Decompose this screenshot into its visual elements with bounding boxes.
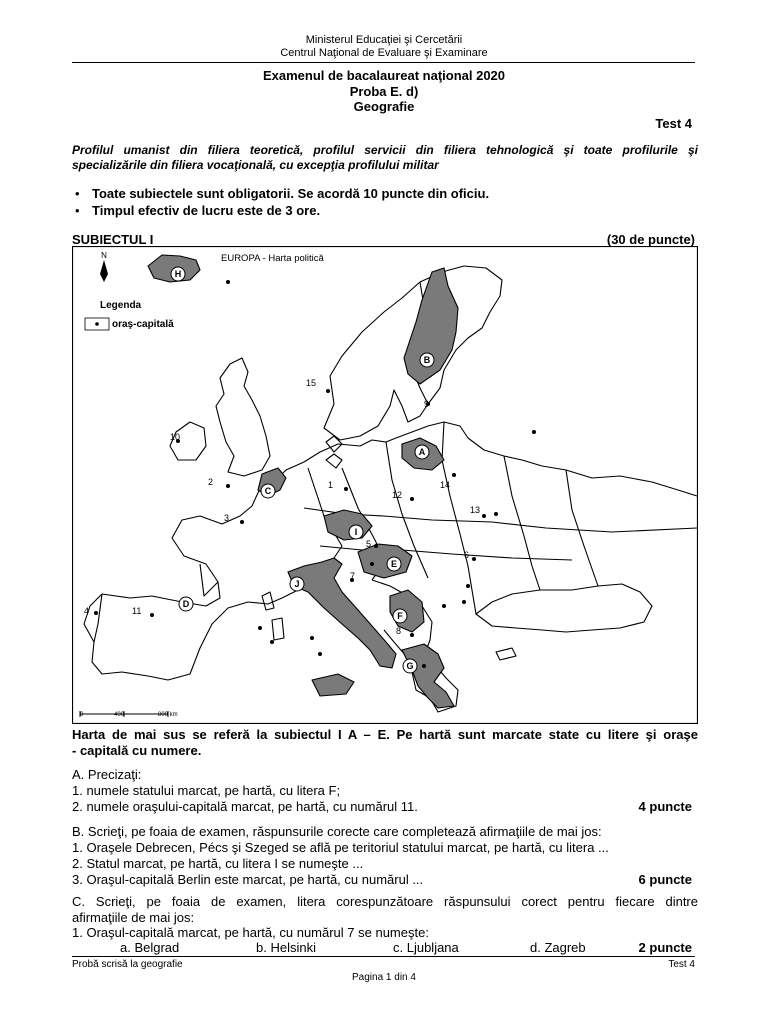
state-label-g: G <box>406 661 414 671</box>
capital-number-13: 13 <box>470 505 481 515</box>
state-label-i: I <box>354 527 358 537</box>
capital-number-11: 11 <box>132 606 142 616</box>
state-label-f: F <box>397 611 403 621</box>
footer-left: Probă scrisă la geografie <box>72 959 183 970</box>
scale-label-0: 0 <box>80 712 84 718</box>
legend-title: Legenda <box>100 300 142 311</box>
header-divider <box>72 62 695 63</box>
profile-line-1: Profilul umanist din filiera teoretică, profilul servicii din filiera tehnologică şi toate profilurile şi <box>72 143 698 157</box>
map-title: EUROPA - Harta politică <box>221 253 324 264</box>
north-label: N <box>101 251 107 260</box>
capital-dot-12 <box>410 497 414 501</box>
option-d: d. Zagreb <box>530 940 586 955</box>
part-b-q2: 2. Statul marcat, pe hartă, cu litera I se numeşte ... <box>72 856 364 871</box>
subject-title: SUBIECTUL I <box>72 232 154 247</box>
option-b: b. Helsinki <box>256 940 316 955</box>
capital-dot-unlabeled <box>442 604 446 608</box>
test-label: Test 4 <box>655 116 692 131</box>
capital-dot-unlabeled <box>318 652 322 656</box>
state-label-j: J <box>294 579 300 589</box>
exam-title: Examenul de bacalaureat naţional 2020 <box>262 68 506 83</box>
part-c-head-1: C. Scrieţi, pe foaia de examen, litera corespunzătoare răspunsului corect pentru fiecare dintre <box>72 894 698 909</box>
capital-dot-unlabeled <box>226 280 230 284</box>
capital-dot-3 <box>240 520 244 524</box>
capital-dot-8 <box>410 633 414 637</box>
capital-number-2: 2 <box>208 477 214 487</box>
capital-dot-1 <box>344 487 348 491</box>
map-intro-line-1: Harta de mai sus se referă la subiectul I A – E. Pe hartă sunt marcate state cu litere şi oraşe <box>72 727 698 742</box>
state-label-d: D <box>182 599 190 609</box>
state-label-b: B <box>423 355 431 365</box>
scale-label-800: 800 km <box>158 712 178 718</box>
capital-dot-unlabeled <box>422 664 426 668</box>
capital-number-14: 14 <box>440 480 451 490</box>
part-c-q1: 1. Oraşul-capitală marcat, pe hartă, cu numărul 7 se numeşte: <box>72 925 429 940</box>
capital-dot-unlabeled <box>370 562 374 566</box>
capital-number-4: 4 <box>84 606 90 616</box>
capital-number-10: 10 <box>170 432 181 442</box>
part-b-q3: 3. Oraşul-capitală Berlin este marcat, pe hartă, cu numărul ... <box>72 872 424 887</box>
capital-dot-unlabeled <box>258 626 262 630</box>
part-b-q1: 1. Oraşele Debrecen, Pécs şi Szeged se află pe teritoriul statului marcat, pe hartă, cu litera ... <box>72 840 609 855</box>
state-label-a: A <box>418 447 426 457</box>
rule-1: • Toate subiectele sunt obligatorii. Se acordă 10 puncte din oficiu. <box>92 186 489 201</box>
rule-2: • Timpul efectiv de lucru este de 3 ore. <box>92 203 320 218</box>
capital-dot-2 <box>226 484 230 488</box>
state-label-e: E <box>390 559 398 569</box>
capital-number-12: 12 <box>392 490 403 500</box>
capital-number-1: 1 <box>328 480 334 490</box>
part-a-head: A. Precizaţi: <box>72 767 142 782</box>
part-b-head: B. Scrieţi, pe foaia de examen, răspunsurile corecte care completează afirmaţiile de mai jos: <box>72 824 602 839</box>
map-intro-line-2: - capitală cu numere. <box>72 743 202 758</box>
capital-dot-11 <box>150 613 154 617</box>
part-c-points: 2 puncte <box>638 940 692 955</box>
part-a-points: 4 puncte <box>638 799 692 814</box>
legend-capital-icon <box>95 322 99 326</box>
option-c: c. Ljubljana <box>393 940 459 955</box>
capital-dot-15 <box>326 389 330 393</box>
exam-subject: Geografie <box>353 99 415 114</box>
capital-number-3: 3 <box>224 513 230 523</box>
capital-dot-unlabeled <box>462 600 466 604</box>
capital-number-5: 5 <box>366 539 372 549</box>
state-label-c: C <box>264 486 272 496</box>
part-a-q2: 2. numele oraşului-capitală marcat, pe hartă, cu numărul 11. <box>72 799 418 814</box>
capital-dot-unlabeled <box>270 640 274 644</box>
ministry-name: Ministerul Educaţiei şi Cercetării <box>305 34 463 46</box>
page-number: Pagina 1 din 4 <box>352 972 416 983</box>
part-b-points: 6 puncte <box>638 872 692 887</box>
europe-political-map <box>72 246 698 724</box>
subject-points: (30 de puncte) <box>606 232 695 247</box>
scale-label-400: 400 <box>114 712 125 718</box>
capital-dot-unlabeled <box>482 514 486 518</box>
capital-dot-6 <box>472 557 476 561</box>
capital-dot-unlabeled <box>466 584 470 588</box>
capital-dot-unlabeled <box>532 430 536 434</box>
profile-line-2: specializările din filiera vocaţională, cu excepţia profilului militar <box>72 158 439 172</box>
footer-divider <box>72 956 695 957</box>
capital-number-6: 6 <box>464 550 470 560</box>
capital-number-7: 7 <box>350 571 356 581</box>
option-a: a. Belgrad <box>120 940 180 955</box>
part-a-q1: 1. numele statului marcat, pe hartă, cu litera F; <box>72 783 341 798</box>
capital-number-9: 9 <box>424 399 430 409</box>
capital-dot-14 <box>452 473 456 477</box>
capital-dot-4 <box>94 611 98 615</box>
legend-label: oraş-capitală <box>112 319 174 330</box>
capital-dot-13 <box>494 512 498 516</box>
capital-number-15: 15 <box>306 378 317 388</box>
center-name: Centrul Naţional de Evaluare şi Examinare <box>280 47 488 59</box>
capital-number-8: 8 <box>396 626 402 636</box>
part-c-head-2: afirmaţiile de mai jos: <box>72 910 195 925</box>
footer-right: Test 4 <box>668 959 695 970</box>
capital-dot-5 <box>374 544 378 548</box>
capital-dot-unlabeled <box>310 636 314 640</box>
state-label-h: H <box>174 269 182 279</box>
exam-part: Proba E. d) <box>349 84 419 99</box>
